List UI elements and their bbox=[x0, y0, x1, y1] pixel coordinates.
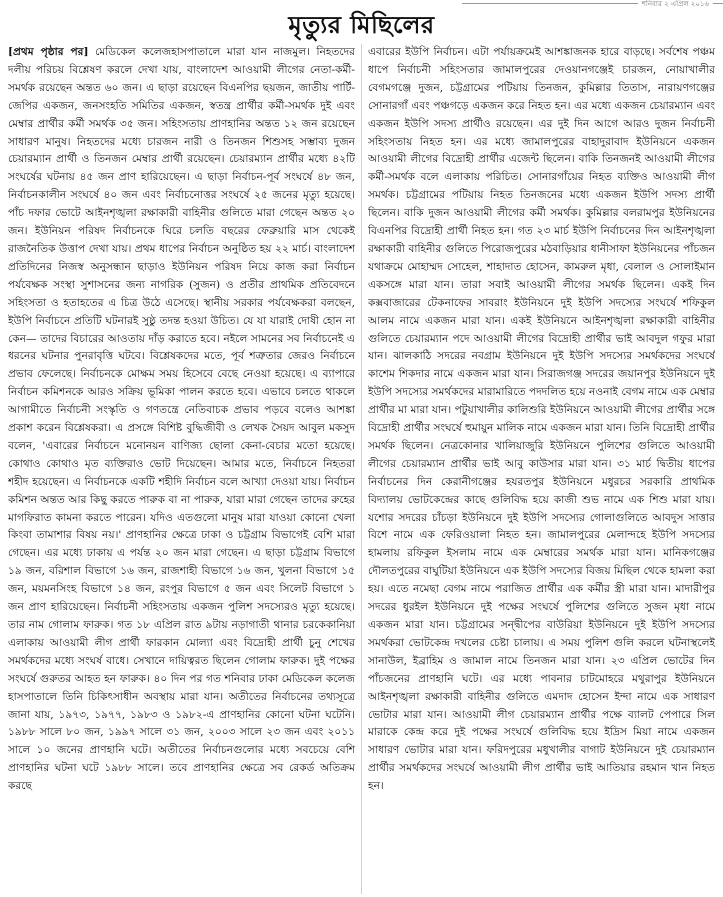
article-body bbox=[8, 44, 715, 894]
article-column-2 bbox=[368, 44, 715, 894]
column-2-text: এবারের ইউপি নির্বাচন। এটা পর্যায়ক্রমেই আশঙ্কাজনক হারে বাড়ছে। সর্বশেষ পঞ্চম ধাপে নির্বাচনী সহিংসতার জামালপুরের দেওয়ানগঞ্জেই চারজন, নোয়াখালীর বেগমগঞ্জে দুজন, চট্টগ্রামের পটিয়ায় তিনজন, কুমিল্লার তিতাস, নারায়ণগঞ্জের সোনারগাঁ এবং পঞ্চগড়ে একজন করে নিহত হন। এর মধ্যে একজন চেয়ারম্যান এবং একজন ইউপি সদস্য প্রার্থীও রয়েছেন। এর দুই দিন আগে আরও দুজন নির্বাচনী সহিংসতায় নিহত হন। এর মধ্যে জামালপুরের বাহাদুরাবাদ ইউনিয়নে একজন আওয়ামী লীগের বিদ্রোহী প্রার্থীর এজেন্ট ছিলেন। বাকি তিনজনই আওয়ামী লীগের কর্মী-সমর্থক বলে এলাকায় পরিচিত। সোনারগাঁয়ের নিহত ব্যক্তিও আওয়ামী লীগ সমর্থক। চট্টগ্রামের পটিয়ায় নিহত তিনজনের মধ্যে একজন ইউপি সদস্য প্রার্থী ছিলেন। বাকি দুজন আওয়ামী লীগের কর্মী সমর্থক। কুমিল্লার বলরামপুর ইউনিয়নের বিএনপির বিদ্রোহী প্রার্থী নিহত হন। গত ২৩ মার্চ ইউপি নির্বাচনের দিন আইনশৃঙ্খলা রক্ষাকারী বাহিনীর গুলিতে পিরোজপুরের মঠবাড়িয়ার ধানীসাফা ইউনিয়নের পাঁচজন যথাক্রমে মোহাম্মদ সোহেল, শাহাদাত হোসেন, কামরুল মৃধা, বেলাল ও সোলাইমান একসঙ্গে মারা যান। তারা সবাই আওয়ামী লীগের সমর্থক ছিলেন। একই দিন কক্সবাজারের টেকনাফের সাবরাং ইউনিয়নে দুই ইউপি সদস্যের সংঘর্ষে শফিকুল আলম নামে একজন মারা যান। একই ইউনিয়নে আইনশৃঙ্খলা রক্ষাকারী বাহিনীর গুলিতে চেয়ারম্যান পদে আওয়ামী লীগের বিদ্রোহী প্রার্থীর ভাই আবদুল গফুর মারা যান। ঝালকাঠি সদরের নবগ্রাম ইউনিয়নে দুই ইউপি সদস্যের সমর্থকদের সংঘর্ষে কাশেম শিকদার নামে একজন মারা যান। সিরাজগঞ্জ সদরের জয়ানপুর ইউনিয়নে দুই ইউপি সদস্যের সমর্থকদের মারামারিতে পদদলিত হয়ে নওনাই বেগম নামে এক মেম্বার প্রার্থীর মা মারা যান। পটুয়াখালীর কালিশুরি ইউনিয়নে আওয়ামী লীগের প্রার্থীর সঙ্গে বিদ্রোহী প্রার্থীর সংঘর্ষে হুমায়ুন মালিক নামে একজন মারা যান। তিনি বিদ্রোহী প্রার্থীর সমর্থক ছিলেন। নেত্রকোনার খালিয়াজুরি ইউনিয়নে পুলিশের গুলিতে আওয়ামী লীগের চেয়ারম্যান প্রার্থীর ভাই আবু কাউসার মারা যান। ৩১ মার্চ দ্বিতীয় ধাপের নির্বাচনের দিন কেরানীগঞ্জের হযরতপুর ইউনিয়নে মধুরচর সরকারি প্রাথমিক বিদ্যালয় ভোটকেন্দ্রের কাছে গুলিবিদ্ধ হয়ে কাজী শুভ নামে এক শিশু মারা যায়। যশোর সদরের চাঁচড়া ইউনিয়নে দুই ইউপি সদস্যের গোলাগুলিতে আবদুস সাত্তার বিশে নামে এক ফেরিওয়ালা নিহত হন। জামালপুরের মেলান্দহে ইউপি সদস্যের হামলায় রফিকুল ইসলাম নামে এক মেম্বারের সমর্থক মারা যান। মানিকগঞ্জের দৌলতপুরের বাঘুটিয়া ইউনিয়নে এক ইউপি সদস্যের বিজয় মিছিল থেকে হামলা করা হয়। এতে নমেছা বেগম নামে পরাজিত প্রার্থীর এক কর্মীর স্ত্রী মারা যান। মাদারীপুর সদরের ধুরইল ইউনিয়নে দুই পক্ষের সংঘর্ষে পুলিশের গুলিতে সুজন মৃধা নামে একজন মারা যান। চট্টগ্রামের সন্দ্বীপের বাউরিয়া ইউনিয়নে দুই ইউপি সদস্যের সমর্থকরা ভোটকেন্দ্র দখলের চেষ্টা চালায়। এ সময় পুলিশ গুলি করলে ঘটনাস্থলেই সানাউল, ইব্রাহিম ও জামাল নামে তিনজন মারা যান। ২৩ এপ্রিল ভোটের দিন পাঁচজনের প্রাণহানি ঘটে। এর মধ্যে পাবনার চাটমোহরে মথুরাপুর ইউনিয়নে আইনশৃঙ্খলা রক্ষাকারী বাহিনীর গুলিতে এমদাদ হোসেন ইন্দা নামে এক সাধারণ ভোটার মারা যান। আওয়ামী লীগ চেয়ারম্যান প্রার্থীর পক্ষে ব্যালট পেপারে সিল মারাকে কেন্দ্র করে দুই পক্ষের সংঘর্ষে গুলিবিদ্ধ হয়ে ইদ্রিস মিয়া নামে একজন সাধারণ ভোটার মারা যান। ফরিদপুরের মধুখালীর বাগাট ইউনিয়নে দুই চেয়ারম্যান প্রার্থীর সমর্থকদের সংঘর্ষে আওয়ামী লীগ প্রার্থীর ভাই আতিয়ার রহমান খান নিহত হন। bbox=[368, 46, 715, 793]
article-headline: মৃত্যুর মিছিলের bbox=[288, 10, 435, 39]
continuation-label: [প্রথম পৃষ্ঠার পর] bbox=[8, 46, 89, 58]
column-divider bbox=[361, 44, 362, 894]
column-1-text: মেডিকেল কলেজহাসপাতালে মারা যান নাজমুল। নিহতদের দলীয় পরিচয় বিশ্লেষণ করলে দেখা যায়, বাংলাদেশ আওয়ামী লীগের নেতা-কর্মী-সমর্থক রয়েছেন অন্তত ৬০ জন। এ ছাড়া রয়েছেন বিএনপির ছয়জন, জাতীয় পার্টি-জেপির একজন, জনসংহতি সমিতির একজন, স্বতন্ত্র প্রার্থীর কর্মী-সমর্থক দুই এবং মেম্বার প্রার্থীর কর্মী সমর্থক ৩৫ জন। সহিংসতায় প্রাণহানির অন্তত ১২ জন রয়েছেন সাধারণ মানুষ। নিহতদের মধ্যে চারজন নারী ও তিনজন শিশুসহ সম্ভাব্য দুজন চেয়ারম্যান প্রার্থী ও তিনজন মেম্বার প্রার্থী রয়েছেন। চেয়ারম্যান প্রার্থীর মধ্যে ৪২টি সংঘর্ষের ঘটনায় ৪৫ জন প্রাণ হারিয়েছেন। এ ছাড়া নির্বাচন-পূর্ব সংঘর্ষে ৪৮ জন, নির্বাচনকালীন সংঘর্ষে ৪০ জন এবং নির্বাচনোত্তর সংঘর্ষে ২৫ জনের মৃত্যু হয়েছে। পাঁচ দফার ভোটে আইনশৃঙ্খলা রক্ষাকারী বাহিনীর গুলিতে মারা গেছেন অন্তত ২০ জন। ইউনিয়ন পরিষদ নির্বাচনকে ঘিরে চলতি বছরের ফেব্রুয়ারি মাস থেকেই রাজনৈতিক উত্তাপ দেখা যায়। প্রথম ধাপের নির্বাচন অনুষ্ঠিত হয় ২২ মার্চ। বাংলাদেশ প্রতিদিনের নিজস্ব অনুসন্ধান ছাড়াও ইউনিয়ন পরিষদ নিয়ে কাজ করা নির্বাচন পর্যবেক্ষক সংস্থা সুশাসনের জন্য নাগরিক (সুজন) ও প্রতীর প্রাথমিক প্রতিবেদনে সহিংসতা ও হতাহতের এ চিত্র উঠে এসেছে। স্থানীয় সরকার পর্যবেক্ষকরা বলছেন, ইউপি নির্বাচনে প্রতিটি ঘটনারই সুষ্ঠু তদন্ত হওয়া উচিত। যে যা যারাই দোষী হোন না কেন— তাদের বিচারের আওতায় দাঁড় করাতে হবে। নইলে সামনের সব নির্বাচনেই এ ধরনের ঘটনার পুনরাবৃত্তি ঘটবে। বিশ্লেষকদের মতে, পূর্ব শত্রুতার জেরও নির্বাচনে প্রভাব ফেলেছে। নির্বাচনকে মোক্ষম সময় হিসেবে বেছে নেওয়া হয়েছে। এ ব্যাপারে নির্বাচন কমিশনকে আরও সক্রিয় ভূমিকা পালন করতে হবে। এভাবে চলতে থাকলে আগামীতে নির্বাচনী সংস্কৃতি ও গণতন্ত্রে নেতিবাচক প্রভাব পড়বে বলেও আশঙ্কা প্রকাশ করেন বিশ্লেষকরা। এ প্রসঙ্গে বিশিষ্ট বুদ্ধিজীবী ও লেখক সৈয়দ আবুল মকসুদ বলেন, 'এবারের নির্বাচনে মনোনয়ন বাণিজ্য ছোলা কেনা-বেচার মতো হয়েছে। কোথাও কোথাও মৃত ব্যক্তিরাও ভোট দিয়েছেন। আমার মতে, নির্বাচনে নিহতরা শহীদ হয়েছেন। এ নির্বাচনকে একটি শহীদি নির্বাচন বলে আখ্যা দেওয়া যায়। নির্বাচন কমিশন অন্তত আর কিছু করতে পারুক বা না পারুক, যারা মারা গেছেন তাদের রুহের মাগফিরাত কামনা করতে পারেন। যদিও এতগুলো মানুষ মারা যাওয়া কোনো খেলা কিংবা তামাশার বিষয় নয়।' প্রাণহানির ক্ষেত্রে ঢাকা ও চট্টগ্রাম বিভাগেই বেশি মারা গেছেন। এর মধ্যে ঢাকায় এ পর্যন্ত ২০ জন মারা গেছেন। এ ছাড়া চট্টগ্রাম বিভাগে ১৯ জন, বরিশাল বিভাগে ১৬ জন, রাজশাহী বিভাগে ১৬ জন, খুলনা বিভাগে ১৫ জন, ময়মনসিংহ বিভাগে ১৪ জন, রংপুর বিভাগে ৫ জন এবং সিলেট বিভাগে ১ জন প্রাণ হারিয়েছেন। নির্বাচনী সহিংসতায় একজন পুলিশ সদস্যেরও মৃত্যু হয়েছে। তার নাম গোলাম ফারুক। গত ১৮ এপ্রিল রাত ৯টায় নড়াগাতী থানার চরকেকানিয়া এলাকায় আওয়ামী লীগ প্রার্থী ফারকান মোল্যা এবং বিদ্রোহী প্রার্থী চুনু শেখের সমর্থকদের মধ্যে সংঘর্ষ বাধে। সেখানে দায়িত্বরত ছিলেন গোলাম ফারুক। দুই পক্ষের সংঘর্ষে গুরুতর আহত হন ফারুক। ৪০ দিন পর গত শনিবার ঢাকা মেডিকেল কলেজ হাসপাতালে তিনি চিকিৎসাধীন অবস্থায় মারা যান। অতীতের নির্বাচনের তথ্যসূত্রে জানা যায়, ১৯৭৩, ১৯৭৭, ১৯৮৩ ও ১৯৮২-এ প্রাণহানির কোনো ঘটনা ঘটেনি। ১৯৮৮ সালে ৮০ জন, ১৯৯৭ সালে ৩১ জন, ২০০৩ সালে ২৩ জন এবং ২০১১ সালে ১০ জনের প্রাণহানি ঘটে। অতীতের নির্বাচনগুলোর মধ্যে সবচেয়ে বেশি প্রাণহানির ঘটনা ঘটে ১৯৮৮ সালে। তবে প্রাণহানির ক্ষেত্রে সব রেকর্ড অতিক্রম করছে bbox=[8, 46, 355, 793]
page-header-strip bbox=[0, 0, 723, 8]
dateline: শনিবার ২ এপ্রিল ২০১৬ bbox=[638, 0, 713, 10]
article-column-1 bbox=[8, 44, 355, 894]
